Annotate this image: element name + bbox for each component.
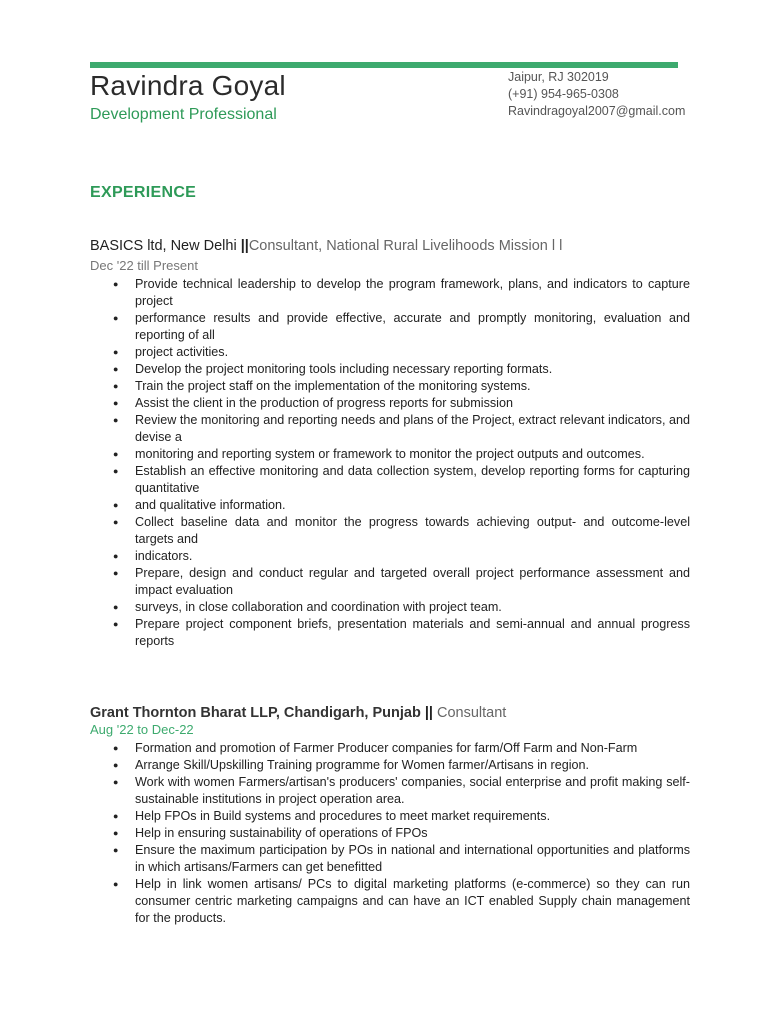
candidate-role: Development Professional <box>90 106 277 123</box>
list-item: ● Work with women Farmers/artisan's producers' companies, social enterprise and profit making self-sustainable institutions in project operation area. <box>90 774 690 808</box>
list-item: ● Arrange Skill/Upskilling Training programme for Women farmer/Artisans in region. <box>90 757 690 774</box>
job-header <box>90 705 690 721</box>
contact-block <box>508 69 685 120</box>
job-header <box>90 238 690 254</box>
list-item: ● Develop the project monitoring tools including necessary reporting formats. <box>90 361 690 378</box>
list-item: ● indicators. <box>90 548 690 565</box>
list-item: ● Assist the client in the production of progress reports for submission <box>90 395 690 412</box>
job-organization: BASICS ltd, New Delhi <box>90 238 237 254</box>
job-bullet-list <box>90 276 690 650</box>
job-entry-grant-thornton <box>90 705 690 927</box>
list-item: ● Ensure the maximum participation by POs in national and international opportunities and platforms in which artisans/Farmers can get benefitted <box>90 842 690 876</box>
contact-phone: (+91) 954-965-0308 <box>508 87 619 101</box>
list-item: ● performance results and provide effective, accurate and promptly monitoring, evaluation and reporting of all <box>90 310 690 344</box>
job-separator: || <box>236 238 249 254</box>
list-item: ● Train the project staff on the implementation of the monitoring systems. <box>90 378 690 395</box>
job-bullet-list <box>90 740 690 927</box>
experience-heading: EXPERIENCE <box>90 184 197 201</box>
list-item: ● monitoring and reporting system or framework to monitor the project outputs and outcomes. <box>90 446 690 463</box>
contact-email: Ravindragoyal2007@gmail.com <box>508 104 686 118</box>
list-item: ● surveys, in close collaboration and coordination with project team. <box>90 599 690 616</box>
job-separator: || <box>420 705 433 721</box>
job-entry-basics <box>90 238 690 650</box>
job-organization: Grant Thornton Bharat LLP, Chandigarh, Punjab <box>90 705 421 721</box>
list-item: ● Collect baseline data and monitor the progress towards achieving output- and outcome-level targets and <box>90 514 690 548</box>
list-item: ● Help FPOs in Build systems and procedures to meet market requirements. <box>90 808 690 825</box>
job-title: Consultant <box>437 705 507 721</box>
job-dates: Aug '22 to Dec-22 <box>90 722 194 737</box>
contact-location: Jaipur, RJ 302019 <box>508 70 609 84</box>
list-item: ● Prepare, design and conduct regular and targeted overall project performance assessment and impact evaluation <box>90 565 690 599</box>
list-item: ● project activities. <box>90 344 690 361</box>
list-item: ● Help in ensuring sustainability of operations of FPOs <box>90 825 690 842</box>
candidate-name: Ravindra Goyal <box>90 70 286 101</box>
list-item: ● Establish an effective monitoring and data collection system, develop reporting forms for capturing quantitative <box>90 463 690 497</box>
list-item: ● Formation and promotion of Farmer Producer companies for farm/Off Farm and Non-Farm <box>90 740 690 757</box>
list-item: ● Prepare project component briefs, presentation materials and semi-annual and annual progress reports <box>90 616 690 650</box>
list-item: ● Help in link women artisans/ PCs to digital marketing platforms (e-commerce) so they can run consumer centric marketing campaigns and can have an ICT enabled Supply chain management for the products. <box>90 876 690 927</box>
list-item: ● Review the monitoring and reporting needs and plans of the Project, extract relevant indicators, and devise a <box>90 412 690 446</box>
header-accent-bar <box>90 62 678 68</box>
job-title: Consultant, National Rural Livelihoods Mission l l <box>248 238 563 254</box>
job-dates: Dec '22 till Present <box>90 258 198 273</box>
list-item: ● Provide technical leadership to develop the program framework, plans, and indicators to capture project <box>90 276 690 310</box>
list-item: ● and qualitative information. <box>90 497 690 514</box>
